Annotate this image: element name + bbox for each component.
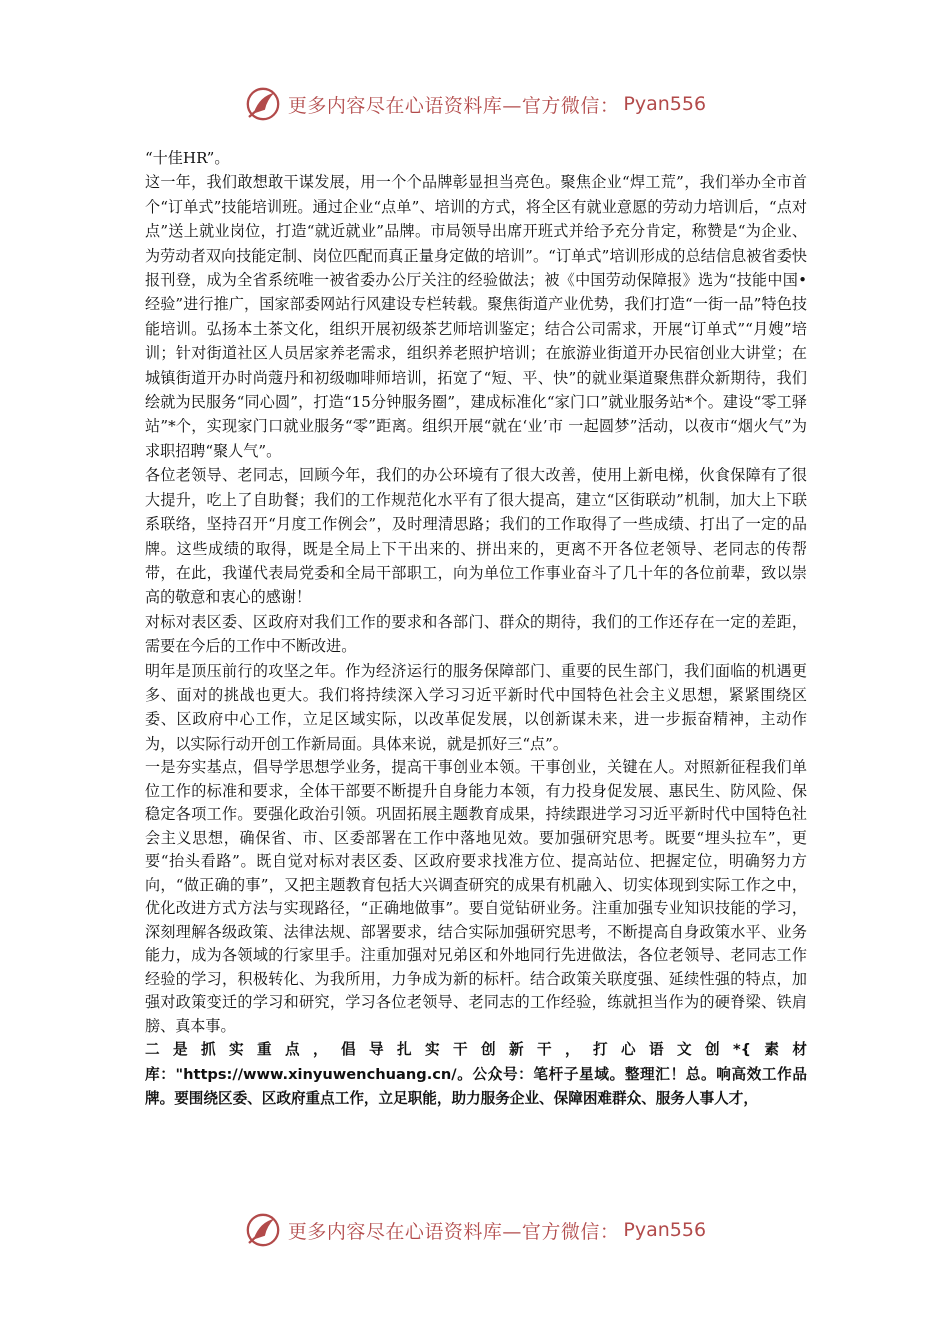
footer-banner-text: 更多内容尽在心语资料库—官方微信：: [287, 1220, 620, 1243]
paragraph-5: 明年是顶压前行的攻坚之年。作为经济运行的服务保障部门、重要的民生部门，我们面临的机遇更多、面对的挑战也更大。我们将持续深入学习习近平新时代中国特色社会主义思想，紧紧围绕区委、区政府中心工作，立足区域实际，以改革促发展，以创新谋未来，进一步振奋精神，主动作为，以实际行动开创工作新局面。具体来说，就是抓好三“点”。: [145, 661, 807, 753]
footer-wechat-id: Pyan556: [623, 1219, 707, 1241]
header-wechat-id: Pyan556: [623, 93, 707, 115]
paragraph-4: 对标对表区委、区政府对我们工作的要求和各部门、群众的期待，我们的工作还存在一定的差距，需要在今后的工作中不断改进。: [145, 612, 807, 656]
paragraph-2: 这一年，我们敢想敢干谋发展，用一个个品牌彰显担当亮色。聚焦企业“焊工荒”，我们举办全市首个“订单式”技能培训班。通过企业“点单”、培训的方式，将全区有就业意愿的劳动力培训后，“点对点”送上就业岗位，打造“就近就业”品牌。市局领导出席开班式并给予充分肯定，称赞是“为企业、为劳动者双向技能定制、岗位匹配而真正量身定做的培训”。“订单式”培训形成的总结信息被省委快报刊登，成为全省系统唯一被省委办公厅关注的经验做法；被《中国劳动保障报》选为“技能中国•经验”进行推广，国家部委网站行风建设专栏转载。聚焦街道产业优势，我们打造“一街一品”特色技能培训。弘扬本土茶文化，组织开展初级茶艺师培训鉴定；结合公司需求，开展“订单式”“月嫂”培训；针对街道社区人员居家养老需求，组织养老照护培训；在旅游业街道开办民宿创业大讲堂；在城镇街道开办时尚蔻丹和初级咖啡师培训，拓宽了“短、平、快”的就业渠道聚焦群众新期待，我们绘就为民服务“同心圆”，打造“15分钟服务圈”，建成标准化“家门口”就业服务站*个。建设“零工驿站”*个，实现家门口就业服务“零”距离。组织开展“就在‘业’市 一起圆梦”活动，以夜市“烟火气”为求职招聘“聚人气”。: [145, 173, 807, 460]
paragraph-7: 二是抓实重点，倡导扎实干创新干，打心语文创*{素材库："https://www.xinyuwenchuang.cn/。公众号：笔杆子星域。整理汇！总。响高效工作品牌。要围绕区委、区政府重点工作，立足职能，助力服务企业、保障困难群众、服务人事人才，: [145, 1041, 807, 1107]
document-body: [145, 146, 807, 1111]
paragraph-3: 各位老领导、老同志，回顾今年，我们的办公环境有了很大改善，使用上新电梯，伙食保障有了很大提升，吃上了自助餐；我们的工作规范化水平有了很大提高，建立“区街联动”机制，加大上下联系联络，坚持召开“月度工作例会”，及时理清思路；我们的工作取得了一些成绩、打出了一定的品牌。这些成绩的取得，既是全局上下干出来的、拼出来的，更离不开各位老领导、老同志的传帮带，在此，我谨代表局党委和全局干部职工，向为单位工作事业奋斗了几十年的各位前辈，致以崇高的敬意和衷心的感谢！: [145, 466, 807, 607]
brand-logo-icon: [244, 1211, 282, 1249]
header-banner: [0, 84, 950, 124]
brand-logo-icon: [244, 85, 282, 123]
header-banner-text: 更多内容尽在心语资料库—官方微信：: [287, 94, 620, 117]
paragraph-6: 一是夯实基点，倡导学思想学业务，提高干事创业本领。干事创业，关键在人。对照新征程我们单位工作的标准和要求，全体干部要不断提升自身能力本领，有力投身促发展、惠民生、防风险、保稳定各项工作。要强化政治引领。巩固拓展主题教育成果，持续跟进学习习近平新时代中国特色社会主义思想，确保省、市、区委部署在工作中落地见效。要加强研究思考。既要“埋头拉车”，更要“抬头看路”。既自觉对标对表区委、区政府要求找准方位、提高站位、把握定位，明确努力方向，“做正确的事”，又把主题教育包括大兴调查研究的成果有机融入、切实体现到实际工作之中，优化改进方式方法与实现路径，“正确地做事”。要自觉钻研业务。注重加强专业知识技能的学习，深刻理解各级政策、法律法规、部署要求，结合实际加强研究思考，不断提高自身政策水平、业务能力，成为各领域的行家里手。注重加强对兄弟区和外地同行先进做法，各位老领导、老同志工作经验的学习，积极转化、为我所用，力争成为新的标杆。结合政策关联度强、延续性强的特点，加强对政策变迁的学习和研究，学习各位老领导、老同志的工作经验，练就担当作为的硬脊梁、铁肩膀、真本事。: [145, 758, 807, 1035]
paragraph-1: “十佳HR”。: [145, 149, 230, 167]
footer-banner: [0, 1210, 950, 1250]
